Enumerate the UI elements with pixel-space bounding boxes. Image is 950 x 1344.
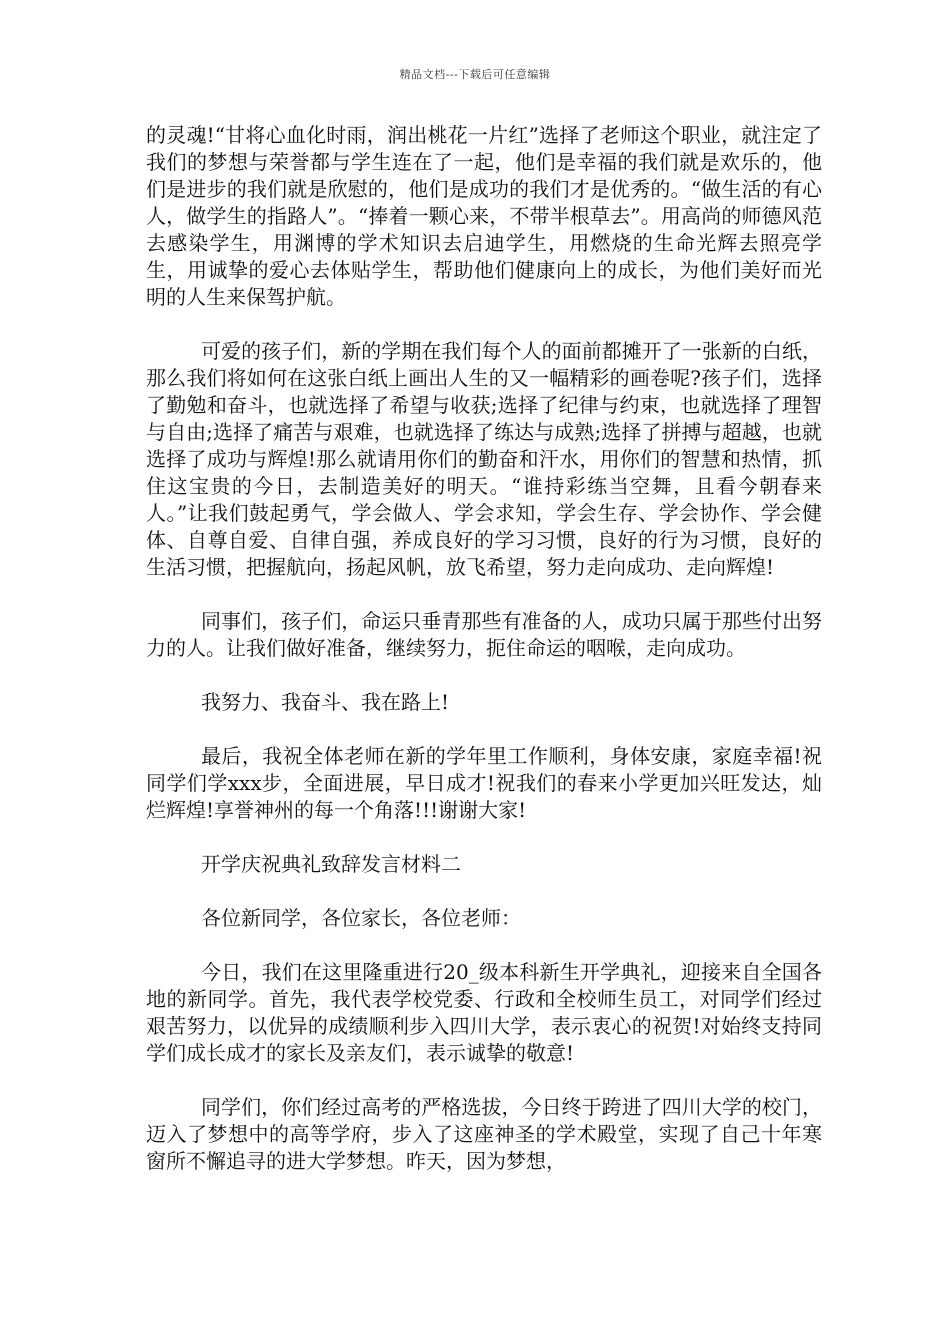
paragraph-3: 同事们，孩子们，命运只垂青那些有准备的人，成功只属于那些付出努力的人。让我们做好准备，继续努力，扼住命运的咽喉，走向成功。 [146, 609, 822, 660]
paragraph-2: 可爱的孩子们，新的学期在我们每个人的面前都摊开了一张新的白纸，那么我们将如何在这张白纸上画出人生的又一幅精彩的画卷呢?孩子们，选择了勤勉和奋斗，也就选择了希望与收获;选择了纪律与约束，也就选择了理智与自由;选择了痛苦与艰难，也就选择了练达与成熟;选择了拼搏与超越，也就选择了成功与辉煌!那么就请用你们的勤奋和汗水，用你们的智慧和热情，抓住这宝贵的今日，去制造美好的明天。“谁持彩练当空舞，且看今朝春来人。”让我们鼓起勇气，学会做人、学会求知，学会生存、学会协作、学会健体、自尊自爱、自律自强，养成良好的学习习惯，良好的行为习惯，良好的生活习惯，把握航向，扬起风帆，放飞希望，努力走向成功、走向辉煌! [146, 339, 822, 579]
page-header: 精品文档---下载后可任意编辑 [399, 68, 551, 81]
document-body [146, 122, 822, 1202]
paragraph-7: 同学们，你们经过高考的严格选拔，今日终于跨进了四川大学的校门，迈入了梦想中的高等学府，步入了这座神圣的学术殿堂，实现了自己十年寒窗所不懈追寻的进大学梦想。昨天，因为梦想， [146, 1095, 822, 1173]
paragraph-4: 我努力、我奋斗、我在路上! [201, 690, 450, 714]
paragraph-6: 今日，我们在这里隆重进行20_级本科新生开学典礼，迎接来自全国各地的新同学。首先，我代表学校党委、行政和全校师生员工，对同学们经过艰苦努力，以优异的成绩顺利步入四川大学，表示衷心的祝贺!对始终支持同学们成长成才的家长及亲友们，表示诚挚的敬意! [146, 960, 822, 1065]
section-title: 开学庆祝典礼致辞发言材料二 [201, 852, 461, 876]
paragraph-1: 的灵魂!“甘将心血化时雨，润出桃花一片红”选择了老师这个职业，就注定了我们的梦想与荣誉都与学生连在了一起，他们是幸福的我们就是欢乐的，他们是进步的我们就是欣慰的，他们是成功的我们才是优秀的。“做生活的有心人，做学生的指路人”。“捧着一颗心来，不带半根草去”。用高尚的师德风范去感染学生，用渊博的学术知识去启迪学生，用燃烧的生命光辉去照亮学生，用诚挚的爱心去体贴学生，帮助他们健康向上的成长，为他们美好而光明的人生来保驾护航。 [146, 123, 822, 309]
salutation: 各位新同学，各位家长，各位老师： [201, 906, 521, 930]
paragraph-5: 最后，我祝全体老师在新的学年里工作顺利，身体安康，家庭幸福!祝同学们学xxx步，全面进展，早日成才!祝我们的春来小学更加兴旺发达，灿烂辉煌!享誉神州的每一个角落!!!谢谢大家! [146, 744, 822, 822]
